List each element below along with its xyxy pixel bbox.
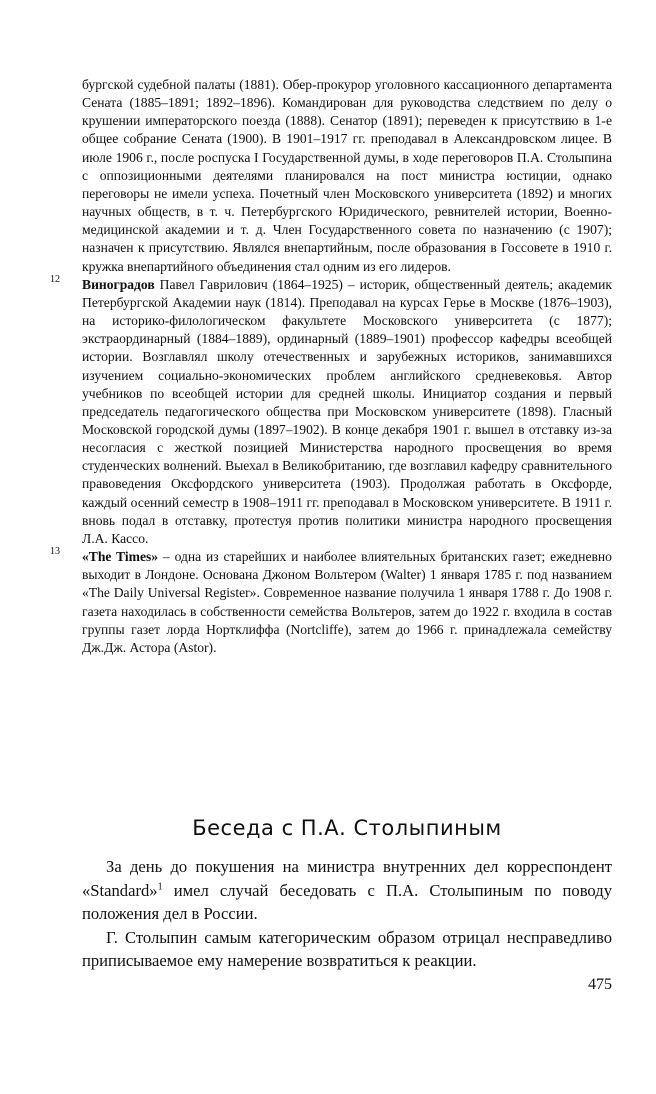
footnote-number: 13 <box>50 546 60 558</box>
footnote-text: – одна из старейших и наиболее влиятельных британских газет; ежедневно выходит в Лондоне. Основана Джоном Вольтером (Walter) 1 января 1785 г. под названием «The Daily Universal Register». Современное название получила 1 января 1788 г. До 1908 г. газета находилась в собственности семейства Вольтеров, затем до 1922 г. входила в состав группы газет лорда Нортклиффа (Nortcliffe), затем до 1966 г. принадлежала семейству Дж.Дж. Астора (Astor). <box>82 549 612 655</box>
footnotes <box>50 76 612 657</box>
footnote-number: 12 <box>50 273 60 285</box>
footnote-text: Павел Гаврилович (1864–1925) – историк, общественный деятель; академик Петербургской Академии наук (1814). Преподавал на курсах Герье в Москве (1876–1903), на историко-филологическом факультете Московского университета (с 1877); экстраординарный (1884–1889), ординарный (1889–1901) профессор кафедры всеобщей истории. Возглавлял школу отечественных и зарубежных историков, занимавшихся изучением социально-экономических проблем английского средневековья. Автор учебников по всеобщей истории для средней школы. Инициатор создания и первый председатель педагогического общества при Московском университете (1898). Гласный Московской городской думы (1897–1902). В конце декабря 1901 г. вышел в отставку из-за несогласия с жесткой позицией Министерства народного просвещения во время студенческих волнений. Выехал в Великобританию, где возглавил кафедру сравнительного правоведения Оксфордского университета (1903). Продолжая работать в Оксфорде, каждый осенний семестр в 1908–1911 гг. преподавал в Московском университете. В 1911 г. вновь подал в отставку, протестуя против политики министра народного просвещения Л.А. Кассо. <box>82 276 612 546</box>
body-paragraph: За день до покушения на министра внутренних дел корреспондент «Standard»$^1$ имел случай беседовать с П.А. Столыпиным по поводу положения дел в России. <box>82 857 612 923</box>
footnote-11-continuation <box>82 76 612 276</box>
footnote-reference: 1 <box>157 880 163 892</box>
footnote-text: бургской судебной палаты (1881). Обер-прокурор уголовного кассационного департамента Сената (1885–1891; 1892–1896). Командирован для руководства следствием по делу о крушении императорского поезда (1888). Сенатор (1891); переведен к присутствию в 1-е общее собрание Сената (1900). В 1901–1917 гг. преподавал в Александровском лицее. В июле 1906 г., после роспуска I Государственной думы, в ходе переговоров П.А. Столыпина с оппозиционными деятелями планировался на пост министра юстиции, однако переговоры не имели успеха. Почетный член Московского университета (1892) и многих научных обществ, в т. ч. Петербургского Юридического, ревнителей истории, Военно-медицинской академии и т. д. Член Государственного совета по назначению (с 1907); назначен к присутствию. Являлся внепартийным, после образования в Госсовете в 1910 г. кружка внепартийного объединения стал одним из его лидеров. <box>82 77 612 274</box>
footnote-13 <box>50 546 612 657</box>
article-section <box>82 815 612 973</box>
footnote-name: «The Times» <box>82 549 159 565</box>
body-paragraph: Г. Столыпин самым категорическим образом отрицал несправедливо приписываемое ему намерение возвратиться к реакции. <box>82 927 612 970</box>
footnote-12 <box>50 273 612 548</box>
section-heading: Беседа с П.А. Столыпиным <box>192 816 502 840</box>
page-number: 475 <box>588 976 612 993</box>
footnote-name: Виноградов <box>82 276 155 292</box>
